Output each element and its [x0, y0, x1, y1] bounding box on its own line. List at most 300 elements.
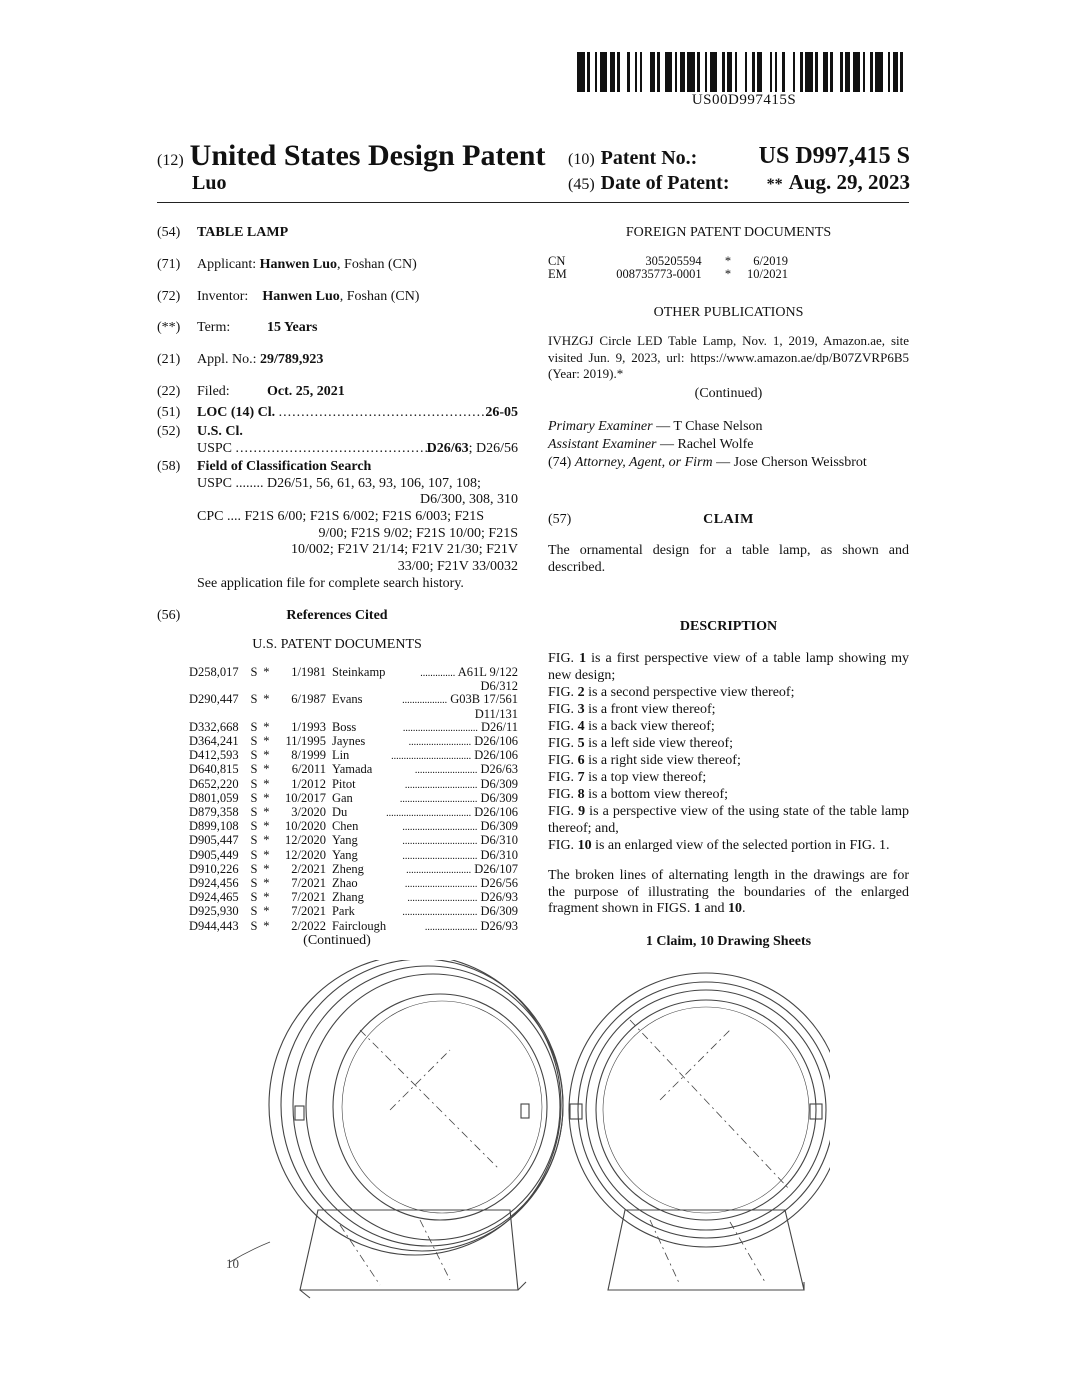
ref-kind: S — [250, 904, 258, 919]
table-row — [189, 763, 518, 777]
ref-number: D905,449 — [189, 847, 239, 862]
fig-prefix: FIG. — [548, 804, 579, 820]
doc-type-title: United States Design Patent — [189, 139, 546, 172]
ref-date: 7/2021 — [291, 890, 326, 905]
ref-date: 8/1999 — [291, 748, 326, 763]
claim-title: CLAIM — [703, 512, 754, 527]
ref-number: D258,017 — [189, 665, 239, 679]
ref-star: * — [263, 719, 270, 734]
fig-prefix: FIG. — [548, 684, 578, 700]
ref-date: 7/2021 — [291, 876, 326, 891]
inventor-surname: Luo — [192, 172, 227, 194]
other-continued: (Continued) — [694, 386, 763, 401]
ref-number: D364,241 — [189, 734, 239, 749]
ref-name: Jaynes — [331, 734, 366, 749]
assistant-examiner — [548, 437, 753, 453]
broken-lines-text: The broken lines of alternating length in the drawings are for the purpose of illustrating the boundaries of the enlarged fragment shown in FIGS. — [548, 868, 909, 917]
foreign-number: 008735773-0001 — [616, 267, 702, 282]
leader-dots: ................................ — [391, 751, 472, 763]
leader-dots: ............................ — [407, 893, 478, 905]
ref-number: D290,447 — [189, 692, 239, 707]
leader-dots: ............................. — [404, 879, 478, 891]
ref-star: * — [263, 776, 270, 791]
field-code: (54) — [157, 225, 181, 240]
ref-star: * — [263, 890, 270, 905]
ref-number: D412,593 — [189, 748, 239, 763]
loc-value: 26-05 — [485, 405, 518, 420]
search-cpc-2: 9/00; F21S 9/02; F21S 10/00; F21S — [318, 526, 518, 541]
primary-examiner-name: — T Chase Nelson — [652, 419, 763, 434]
barcode-bar — [600, 52, 608, 92]
fig-number: 5 — [577, 735, 585, 751]
table-row — [189, 820, 518, 834]
barcode-bar — [710, 52, 718, 92]
uspc-label: USPC — [197, 441, 233, 456]
ref-number: D910,226 — [189, 861, 239, 876]
fig-prefix: FIG. — [548, 787, 578, 803]
date-code: (45) — [568, 176, 595, 193]
ref-class-value: D26/106 — [474, 805, 518, 820]
primary-examiner — [548, 419, 763, 435]
broken-lines-end: . — [742, 901, 746, 917]
leader-dots: .............................. — [402, 907, 478, 919]
ref-star: * — [263, 762, 270, 777]
ref-class-value: D26/11 — [480, 719, 518, 734]
field-code: (71) — [157, 257, 181, 272]
leader-dots: ............................... — [399, 793, 478, 805]
fig-text: is a front view thereof; — [584, 701, 716, 717]
table-row — [189, 708, 518, 721]
reference-label-10: 10 — [226, 1256, 239, 1271]
leader-dots: .............................................. — [278, 405, 486, 420]
ref-class — [386, 778, 518, 792]
ref-number: D332,668 — [189, 719, 239, 734]
ref-star: * — [263, 819, 270, 834]
ref-name: Zhang — [331, 890, 364, 905]
leader-dots: ......................... — [408, 737, 472, 749]
field-appl-no — [157, 352, 323, 368]
lamp-drawing — [190, 960, 830, 1310]
ref-kind: S — [250, 776, 258, 791]
leader-dots: .............................. — [402, 722, 478, 734]
base-edge — [300, 1290, 310, 1298]
barcode-bar — [577, 52, 585, 92]
ref-class-value: D6/309 — [480, 819, 518, 834]
ref-star: * — [263, 734, 270, 749]
figure-description — [548, 753, 909, 770]
field-title — [157, 225, 288, 241]
figure-description — [548, 736, 909, 753]
ref-date: 6/2011 — [291, 762, 326, 777]
us-references-table — [189, 666, 518, 934]
barcode-bar — [665, 52, 673, 92]
description-list — [548, 651, 909, 855]
ref-date: 12/2020 — [284, 847, 326, 862]
ref-date: 10/2017 — [284, 790, 326, 805]
lamp-right-figure — [569, 973, 830, 1290]
table-row — [189, 749, 518, 763]
leader-dots: ............................. — [404, 779, 478, 791]
doc-type-code: (12) — [157, 152, 184, 169]
refs-code: (56) — [157, 608, 181, 623]
foreign-docs-title: FOREIGN PATENT DOCUMENTS — [625, 225, 832, 240]
barcode-bar — [903, 52, 911, 92]
ref-number: D640,815 — [189, 762, 239, 777]
ref-class-value: D6/309 — [480, 790, 518, 805]
ref-star: * — [263, 805, 270, 820]
fig-number: 3 — [577, 701, 585, 717]
search-cpc-3: 10/002; F21V 21/14; F21V 21/30; F21V — [290, 542, 518, 557]
ref-class-secondary: D6/312 — [480, 679, 518, 694]
barcode-bar — [805, 52, 813, 92]
ref-kind: S — [250, 762, 258, 777]
table-row — [548, 268, 788, 281]
field-term — [157, 320, 230, 336]
date-of-patent-label — [568, 172, 730, 195]
foreign-country: CN — [548, 254, 566, 268]
leader-dots: ......................... — [414, 765, 478, 777]
ref-class — [386, 863, 518, 877]
barcode-bar — [785, 52, 793, 92]
ref-name: Zheng — [331, 861, 364, 876]
ref-class — [386, 877, 518, 891]
ref-kind: S — [250, 692, 258, 707]
figure-description — [548, 719, 909, 736]
table-row — [189, 721, 518, 735]
fig-number: 4 — [577, 718, 585, 734]
ref-name: Yang — [331, 847, 358, 862]
leader-dots: .............................. — [402, 836, 478, 848]
ref-star: * — [263, 904, 270, 919]
ref-kind: S — [250, 748, 258, 763]
ref-name: Lin — [331, 748, 350, 763]
ref-name: Park — [331, 904, 355, 919]
references-cited-title: References Cited — [286, 608, 388, 623]
fig-text: is a bottom view thereof; — [584, 787, 729, 803]
refs-continued: (Continued) — [303, 933, 371, 948]
ref-date: 1/1981 — [291, 665, 326, 679]
barcode-bar — [737, 52, 745, 92]
search-uspc-2: D6/300, 308, 310 — [420, 492, 518, 507]
date-stars: ** — [766, 176, 783, 193]
table-row — [189, 891, 518, 905]
ref-star: * — [263, 665, 270, 679]
ref-star: * — [263, 790, 270, 805]
publication-number: US00D997415S — [691, 92, 797, 108]
ref-name: Pitot — [331, 776, 356, 791]
field-inventor — [157, 289, 419, 305]
leader-dots: .............................. — [402, 850, 478, 862]
ref-date: 11/1995 — [285, 734, 326, 749]
field-label: Filed: — [197, 384, 230, 399]
fig-text: is a second perspective view thereof; — [584, 684, 795, 700]
ref-class-value: G03B 17/561 — [450, 692, 518, 707]
ref-number: D899,108 — [189, 819, 239, 834]
filed-value: Oct. 25, 2021 — [267, 384, 345, 399]
lamp-right-lens — [596, 1000, 816, 1220]
ref-number: D879,358 — [189, 805, 239, 820]
ref-star: * — [263, 847, 270, 862]
ref-number: D925,930 — [189, 904, 239, 919]
figure-description — [548, 770, 909, 787]
ref-class — [386, 721, 518, 735]
fig-number: 2 — [577, 684, 585, 700]
leader-dots: .................................. — [386, 808, 472, 820]
ref-number: D944,443 — [189, 918, 239, 933]
assistant-examiner-label: Assistant Examiner — [548, 437, 657, 452]
table-row — [189, 905, 518, 919]
document-type — [157, 139, 545, 173]
foreign-star: * — [724, 254, 732, 268]
foreign-docs-table — [548, 255, 788, 281]
table-row — [189, 792, 518, 806]
ref-kind: S — [250, 790, 258, 805]
ref-star: * — [263, 876, 270, 891]
fig-prefix: FIG. — [548, 753, 578, 769]
ref-kind: S — [250, 847, 258, 862]
inventor-place: , Foshan (CN) — [339, 289, 420, 304]
ref-star: * — [263, 833, 270, 848]
ref-date: 10/2020 — [284, 819, 326, 834]
field-classification-search — [157, 459, 371, 475]
barcode — [577, 52, 911, 92]
patent-no-label — [568, 147, 697, 170]
ref-class — [386, 735, 518, 749]
patent-no-label-text: Patent No.: — [600, 147, 698, 169]
field-label: Field of Classification Search — [197, 459, 372, 474]
ref-class — [386, 834, 518, 848]
description-title: DESCRIPTION — [679, 619, 778, 634]
ref-class-value: A61L 9/122 — [457, 665, 518, 679]
ref-kind: S — [250, 890, 258, 905]
fig-text: is a top view thereof; — [584, 770, 707, 786]
barcode-bar — [620, 52, 628, 92]
ref-name: Yang — [331, 833, 358, 848]
attorney-name: — Jose Cherson Weissbrot — [712, 455, 867, 470]
ref-class-value: D26/106 — [474, 748, 518, 763]
field-code: (22) — [157, 384, 181, 399]
ref-star: * — [263, 692, 270, 707]
ref-class — [386, 792, 518, 806]
figure-description — [548, 685, 909, 702]
assistant-examiner-name: — Rachel Wolfe — [656, 437, 754, 452]
lamp-right-base — [608, 1210, 804, 1290]
foreign-star: * — [724, 267, 732, 282]
ref-class — [386, 905, 518, 919]
ref-number: D924,465 — [189, 890, 239, 905]
ref-class-value: D26/63 — [480, 762, 518, 777]
fig-number: 8 — [577, 787, 585, 803]
fig-number: 7 — [577, 770, 585, 786]
uspc-line — [197, 441, 434, 457]
ref-star: * — [263, 748, 270, 763]
ref-class-value: D6/310 — [480, 847, 518, 862]
ref-kind: S — [250, 833, 258, 848]
ref-date: 6/1987 — [291, 692, 326, 707]
table-row — [189, 778, 518, 792]
applicant-name: Hanwen Luo — [259, 257, 338, 272]
fig-prefix: FIG. — [548, 770, 578, 786]
fig-ref: 1 — [693, 901, 701, 917]
fig-text: is a back view thereof; — [584, 718, 715, 734]
table-row — [189, 806, 518, 820]
ref-kind: S — [250, 876, 258, 891]
fig-ref: 10 — [728, 901, 743, 917]
ref-class-value: D6/309 — [480, 904, 518, 919]
uspc-values — [427, 441, 518, 457]
ref-class-value: D6/309 — [480, 776, 518, 791]
ref-kind: S — [250, 734, 258, 749]
field-code: (58) — [157, 459, 181, 474]
field-filed — [157, 384, 230, 400]
date-value: Aug. 29, 2023 — [788, 170, 910, 194]
inventor-name: Hanwen Luo — [262, 289, 340, 304]
figure-description — [548, 838, 909, 855]
uspc-main: D26/63 — [426, 441, 469, 456]
ref-date: 12/2020 — [284, 833, 326, 848]
table-row — [189, 920, 518, 934]
field-label: U.S. Cl. — [197, 424, 243, 439]
search-history-note: See application file for complete search history. — [197, 576, 464, 591]
ref-class-value: D26/93 — [480, 890, 518, 905]
field-label: Appl. No.: — [197, 352, 257, 367]
foreign-date: 10/2021 — [747, 267, 788, 282]
claims-sheets-count: 1 Claim, 10 Drawing Sheets — [645, 934, 812, 949]
figure-description — [548, 702, 909, 719]
search-cpc-1: CPC .... F21S 6/00; F21S 6/002; F21S 6/003; F21S — [197, 509, 485, 524]
field-label: Term: — [197, 320, 231, 335]
attorney-label: Attorney, Agent, or Firm — [574, 455, 713, 470]
claim-code: (57) — [548, 512, 572, 527]
fig-prefix: FIG. — [548, 701, 578, 717]
lamp-left-figure — [230, 960, 563, 1298]
ref-name: Yamada — [331, 762, 373, 777]
ref-date: 3/2020 — [291, 805, 326, 820]
field-us-cl — [157, 424, 243, 440]
fig-number: 10 — [577, 838, 592, 854]
barcode-bar — [762, 52, 770, 92]
ref-date: 1/2012 — [291, 776, 326, 791]
foreign-number: 305205594 — [645, 254, 702, 268]
ref-class-value: D6/310 — [480, 833, 518, 848]
ref-kind: S — [250, 719, 258, 734]
ref-number: D652,220 — [189, 776, 239, 791]
fig-number: 6 — [577, 753, 585, 769]
ref-class — [386, 849, 518, 863]
fig-text: is a right side view thereof; — [584, 753, 741, 769]
uspc-rest: ; D26/56 — [468, 441, 518, 456]
patent-number: US D997,415 S — [758, 143, 910, 169]
header-rule — [157, 202, 909, 203]
us-patent-documents-title: U.S. PATENT DOCUMENTS — [252, 637, 422, 652]
table-row — [189, 735, 518, 749]
lamp-left-lens — [333, 994, 547, 1220]
field-label: Applicant: — [197, 257, 257, 272]
fig-number: 1 — [579, 651, 587, 666]
table-row — [189, 666, 518, 680]
ref-class — [386, 920, 518, 934]
barcode-bar — [833, 52, 841, 92]
ref-kind: S — [250, 665, 258, 679]
field-applicant — [157, 257, 417, 273]
ref-date: 2/2021 — [291, 861, 326, 876]
leader-dots: ............................................ — [235, 441, 434, 456]
barcode-bar — [875, 52, 883, 92]
leader-dots: .................. — [402, 695, 448, 707]
ref-number: D905,447 — [189, 833, 239, 848]
ref-name: Boss — [331, 719, 357, 734]
barcode-bar — [642, 52, 650, 92]
attorney-code: (74) — [548, 455, 572, 470]
primary-examiner-label: Primary Examiner — [548, 419, 653, 434]
ref-class — [386, 806, 518, 820]
ref-class — [386, 693, 518, 707]
fig-prefix: FIG. — [548, 718, 578, 734]
field-code: (**) — [157, 320, 181, 335]
barcode-bar — [687, 52, 695, 92]
ref-class — [386, 763, 518, 777]
ref-star: * — [263, 861, 270, 876]
ref-number: D924,456 — [189, 876, 239, 891]
fig-text: is an enlarged view of the selected portion in FIG. 1. — [591, 838, 890, 854]
table-row — [189, 877, 518, 891]
ref-class — [386, 749, 518, 763]
ref-date: 2/2022 — [291, 918, 326, 933]
ref-class-value: D26/107 — [474, 861, 518, 876]
ref-class-secondary: D11/131 — [474, 706, 518, 721]
fig-text: is a left side view thereof; — [584, 735, 734, 751]
table-row — [189, 863, 518, 877]
ref-number: D801,059 — [189, 790, 239, 805]
attorney — [548, 455, 867, 471]
ref-kind: S — [250, 861, 258, 876]
field-label: Inventor: — [197, 289, 249, 304]
claim-text: The ornamental design for a table lamp, as shown and described. — [548, 543, 909, 575]
ref-name: Chen — [331, 819, 359, 834]
table-row — [189, 834, 518, 848]
fig-text: is a perspective view of the using state of the table lamp thereof; and, — [548, 804, 909, 836]
applicant-place: , Foshan (CN) — [337, 257, 417, 272]
appl-no-value: 29/789,923 — [260, 352, 324, 367]
table-row — [189, 693, 518, 707]
ref-class-value: D26/106 — [474, 734, 518, 749]
field-code: (51) — [157, 405, 181, 420]
field-loc — [157, 405, 486, 421]
ref-class — [386, 666, 518, 680]
fig-number: 9 — [578, 804, 586, 820]
field-code: (52) — [157, 424, 181, 439]
ref-name: Gan — [331, 790, 353, 805]
term-value: 15 Years — [267, 320, 318, 335]
ref-name: Fairclough — [331, 918, 387, 933]
fig-prefix: FIG. — [548, 651, 580, 666]
ref-name: Du — [331, 805, 348, 820]
ref-kind: S — [250, 819, 258, 834]
leader-dots: .............................. — [402, 822, 478, 834]
search-cpc-4: 33/00; F21V 33/0032 — [397, 559, 518, 574]
leader-dots: .............. — [420, 668, 456, 679]
search-uspc-1: USPC ........ D26/51, 56, 61, 63, 93, 106, 107, 108; — [197, 476, 481, 491]
fig-text: is a first perspective view of a table lamp showing my new design; — [548, 651, 910, 683]
leader-dots: ..................... — [424, 921, 478, 933]
ref-date: 1/1993 — [291, 719, 326, 734]
ref-date: 7/2021 — [291, 904, 326, 919]
field-label: LOC (14) Cl. — [197, 405, 276, 420]
figure-description — [548, 804, 909, 837]
ref-class-value: D26/56 — [480, 876, 518, 891]
leader-dots: .......................... — [406, 864, 472, 876]
ref-name: Evans — [331, 692, 363, 707]
